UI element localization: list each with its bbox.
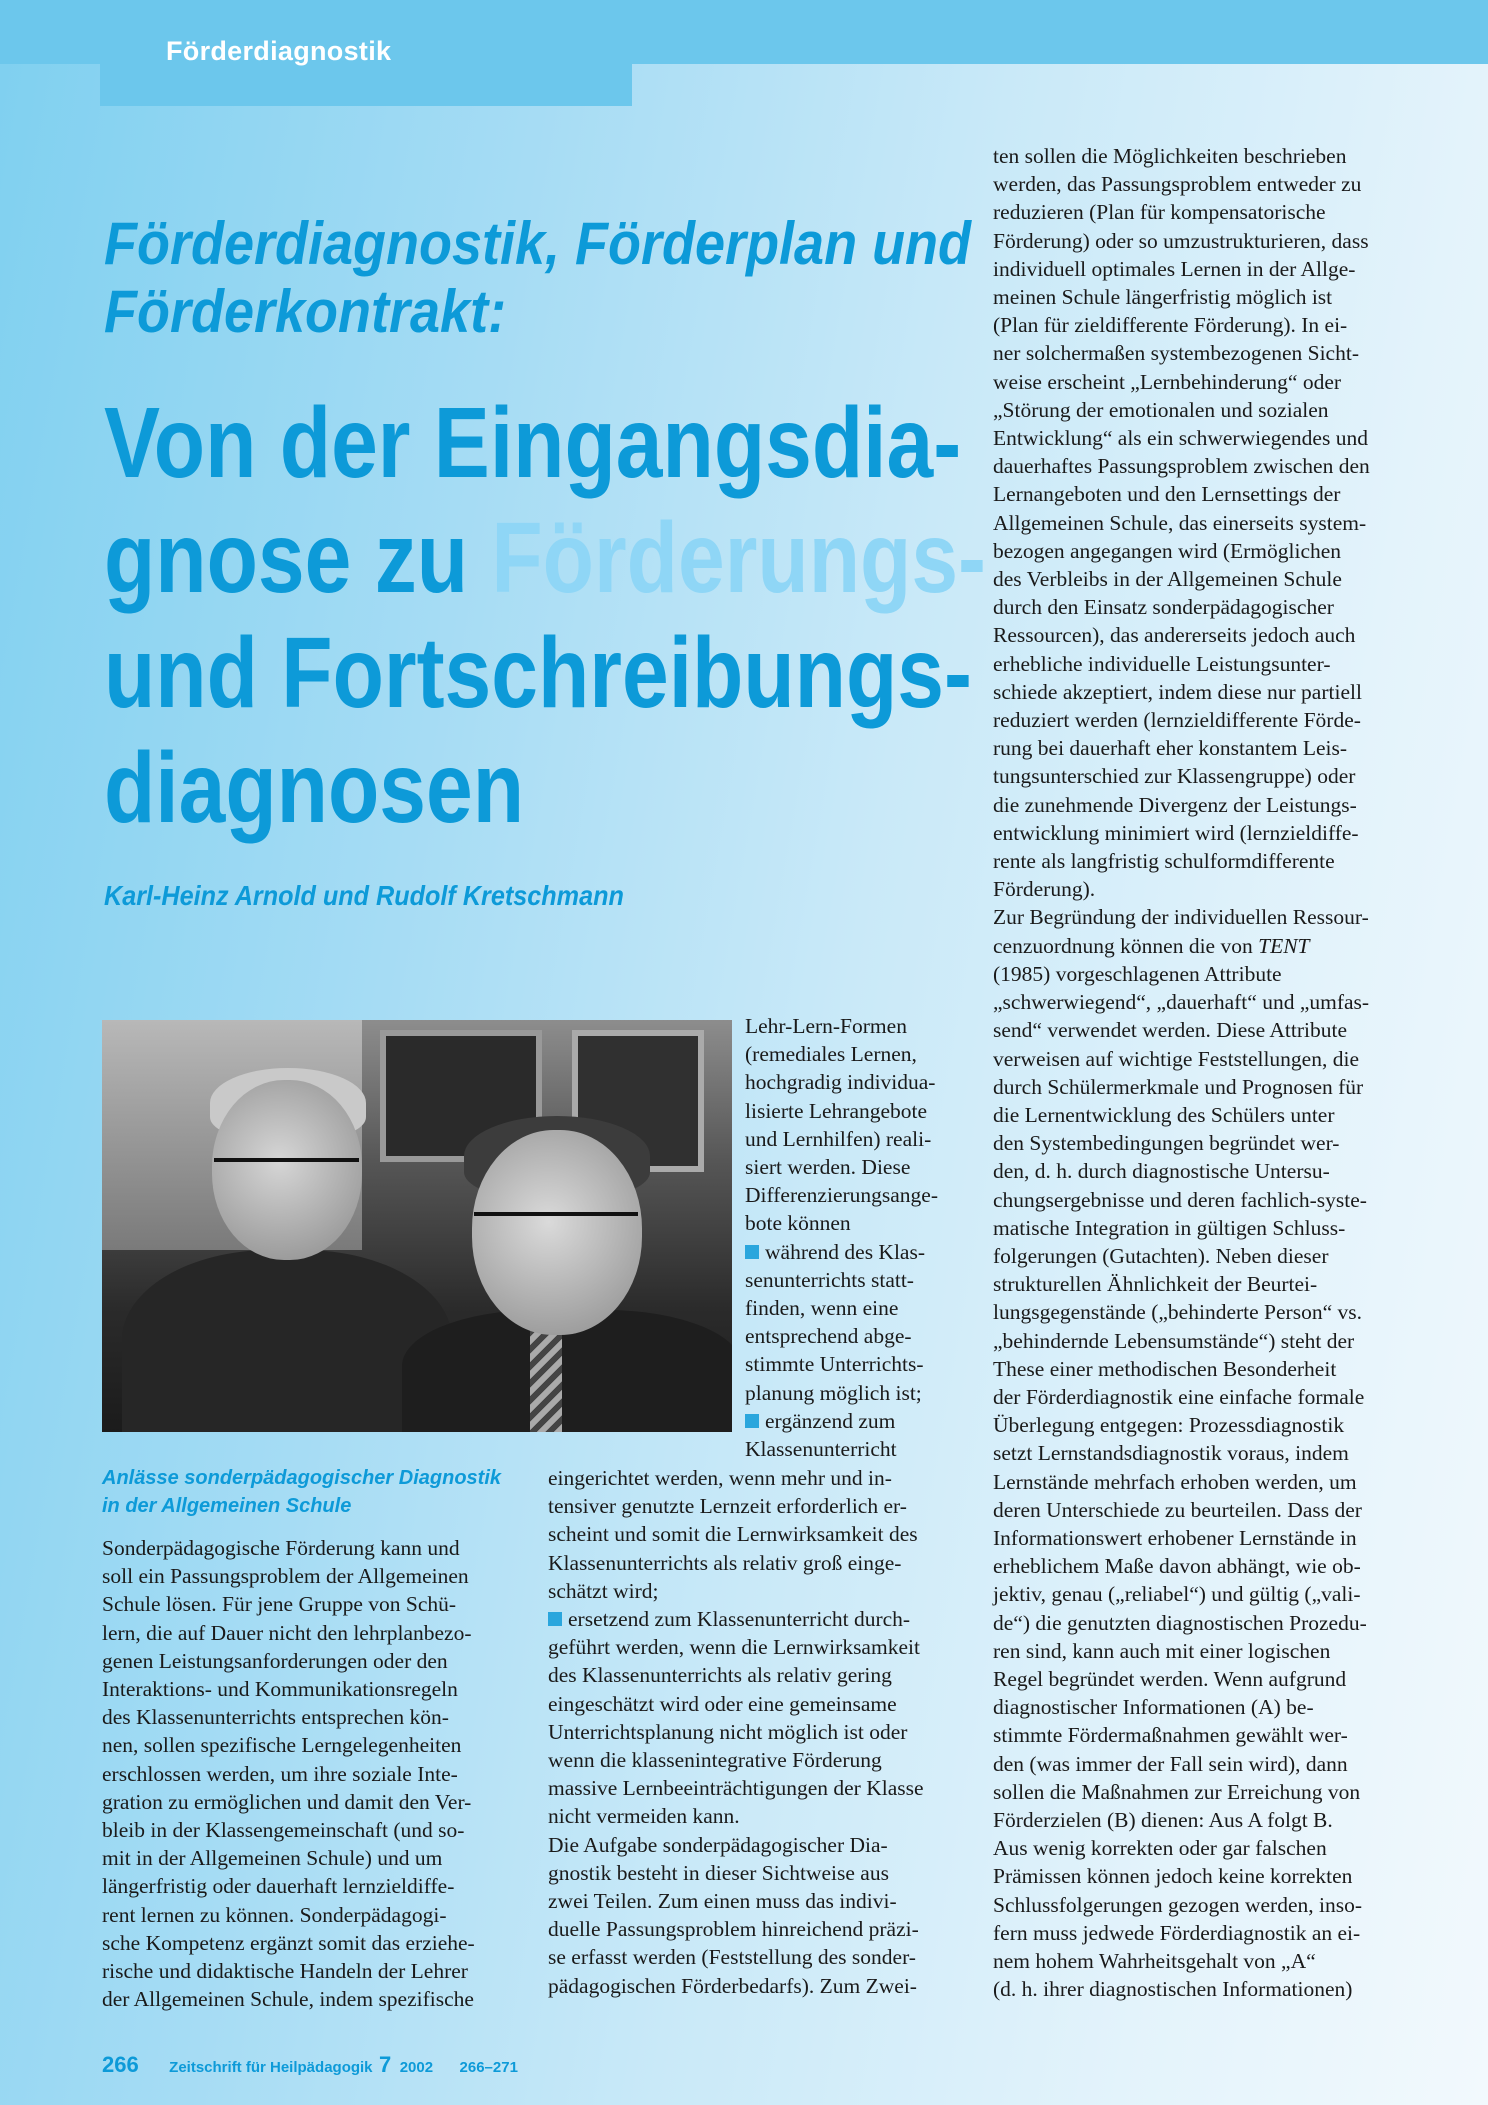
author-photo bbox=[102, 1020, 732, 1432]
text-line: These einer methodischen Besonderheit bbox=[993, 1356, 1337, 1381]
section-heading-line: in der Allgemeinen Schule bbox=[102, 1495, 352, 1517]
text-line: Die Aufgabe sonderpädagogischer Dia- bbox=[548, 1832, 888, 1857]
text-line: der Allgemeinen Schule, indem spezifische bbox=[102, 1987, 474, 2012]
title-line: diagnosen bbox=[104, 732, 525, 844]
text-line: Regel begründet werden. Wenn aufgrund bbox=[993, 1666, 1347, 1691]
text-line: Sonderpädagogische Förderung kann und bbox=[102, 1536, 460, 1560]
text-line: rung bei dauerhaft eher konstantem Leis- bbox=[993, 736, 1348, 761]
text-line: schiede akzeptiert, indem diese nur partiell bbox=[993, 679, 1362, 704]
text-line: genen Leistungsanforderungen oder den bbox=[102, 1648, 448, 1673]
text-line: duelle Passungsproblem hinreichend präzi- bbox=[548, 1917, 919, 1942]
authors: Karl-Heinz Arnold und Rudolf Kretschmann bbox=[104, 880, 624, 911]
page-number: 266 bbox=[102, 2052, 139, 2077]
person-left-glasses bbox=[214, 1158, 359, 1196]
text-line: senunterrichts statt- bbox=[745, 1267, 914, 1292]
text-line: stimmte Unterrichts- bbox=[745, 1352, 924, 1377]
text-line: matische Integration in gültigen Schluss- bbox=[993, 1215, 1346, 1240]
text-line: Allgemeinen Schule, das einerseits system- bbox=[993, 510, 1367, 535]
text-line: meinen Schule längerfristig möglich ist bbox=[993, 285, 1333, 310]
text-line: fern muss jedwede Förderdiagnostik an ei- bbox=[993, 1920, 1361, 1945]
text-line: sollen die Maßnahmen zur Erreichung von bbox=[993, 1779, 1361, 1804]
text-line: lisierte Lehrangebote bbox=[745, 1098, 928, 1123]
text-line: entwicklung minimiert wird (lernzieldiffe- bbox=[993, 820, 1359, 845]
text-line: Überlegung entgegen: Prozessdiagnostik bbox=[993, 1413, 1345, 1438]
text-line: setzt Lernstandsdiagnostik voraus, indem bbox=[993, 1441, 1349, 1466]
text-line: send“ verwendet werden. Diese Attribute bbox=[993, 1018, 1348, 1043]
text-line: Ressourcen), das andererseits jedoch auch bbox=[993, 623, 1356, 648]
text-line: weise erscheint „Lernbehinderung“ oder bbox=[993, 369, 1342, 394]
text-line: (remediales Lernen, bbox=[745, 1042, 917, 1067]
text-line: ner solchermaßen systembezogenen Sicht- bbox=[993, 341, 1359, 366]
text-line: „Störung der emotionalen und sozialen bbox=[993, 397, 1329, 422]
text-line: individuell optimales Lernen in der Allge- bbox=[993, 256, 1356, 281]
bullet-text: ersetzend zum Klassenunterricht durch- bbox=[568, 1607, 911, 1632]
text-line: „behindernde Lebensumstände“) steht der bbox=[993, 1328, 1355, 1353]
text-line: des Klassenunterrichts als relativ gering bbox=[548, 1663, 892, 1688]
text-line: geführt werden, wenn die Lernwirksamkeit bbox=[548, 1635, 920, 1660]
text-line: Unterrichtsplanung nicht möglich ist oder bbox=[548, 1719, 908, 1744]
text-line: Lernangeboten und den Lernsettings der bbox=[993, 482, 1341, 507]
headline bbox=[104, 210, 972, 346]
column-middle bbox=[548, 1464, 958, 2000]
text-line: durch Schülermerkmale und Prognosen für bbox=[993, 1074, 1364, 1099]
text-line: nem hohem Wahrheitsgehalt von „A“ bbox=[993, 1949, 1316, 1973]
text-line: Förderung) oder so umzustrukturieren, dass bbox=[993, 228, 1369, 253]
text-line: se erfasst werden (Feststellung des sonder- bbox=[548, 1945, 916, 1970]
text-line: zwei Teilen. Zum einen muss das indivi- bbox=[548, 1889, 897, 1914]
text-line: gnostik besteht in dieser Sichtweise aus bbox=[548, 1860, 889, 1885]
text-line: (d. h. ihrer diagnostischen Informationen) bbox=[993, 1977, 1353, 2002]
text-line: erhebliche individuelle Leistungsunter- bbox=[993, 651, 1331, 676]
text-line: soll ein Passungsproblem der Allgemeinen bbox=[102, 1564, 469, 1589]
text-line: erheblichem Maße davon abhängt, wie ob- bbox=[993, 1554, 1361, 1579]
text-line: schätzt wird; bbox=[548, 1578, 659, 1603]
text-line: cenzuordnung können die von TENT bbox=[993, 933, 1310, 958]
text-line: Schule lösen. Für jene Gruppe von Schü- bbox=[102, 1592, 457, 1617]
person-right-glasses bbox=[474, 1212, 638, 1252]
text-line: lern, die auf Dauer nicht den lehrplanbezo- bbox=[102, 1620, 472, 1645]
title-line: und Fortschreibungs- bbox=[104, 617, 972, 729]
text-line: verweisen auf wichtige Feststellungen, die bbox=[993, 1046, 1359, 1071]
text-line: eingerichtet werden, wenn mehr und in- bbox=[548, 1466, 892, 1490]
text-line: de“) die genutzten diagnostischen Prozedu- bbox=[993, 1610, 1367, 1635]
page-footer bbox=[102, 2052, 518, 2078]
text-line: Aus wenig korrekten oder gar falschen bbox=[993, 1836, 1327, 1861]
title-line: Von der Eingangsdia- bbox=[104, 387, 962, 499]
column-left bbox=[102, 1534, 512, 2013]
text-line: nicht vermeiden kann. bbox=[548, 1804, 740, 1829]
text-line: reduziert werden (lernzieldifferente Förde- bbox=[993, 708, 1361, 733]
issue-number: 7 bbox=[378, 2052, 392, 2077]
text-line: hochgradig individua- bbox=[745, 1070, 936, 1095]
text-line: nen, sollen spezifische Lerngelegenheiten bbox=[102, 1733, 462, 1758]
bullet-text: ergänzend zum bbox=[765, 1408, 896, 1433]
text-line: rente als langfristig schulformdifferente bbox=[993, 849, 1335, 874]
text-line: die Lernentwicklung des Schülers unter bbox=[993, 1102, 1335, 1127]
section-heading-line: Anlässe sonderpädagogischer Diagnostik bbox=[102, 1467, 501, 1489]
text-line: folgerungen (Gutachten). Neben dieser bbox=[993, 1243, 1329, 1268]
bullet-line bbox=[548, 1605, 958, 1633]
running-head: Förderdiagnostik bbox=[166, 36, 392, 66]
bullet-square-icon bbox=[745, 1245, 759, 1259]
text-line: ten sollen die Möglichkeiten beschrieben bbox=[993, 144, 1347, 168]
text-line: stimmte Fördermaßnahmen gewählt wer- bbox=[993, 1723, 1348, 1748]
text-line: chungsergebnisse und deren fachlich-syste- bbox=[993, 1187, 1367, 1212]
text-line: ren sind, kann auch mit einer logischen bbox=[993, 1638, 1331, 1663]
title-line bbox=[104, 501, 987, 616]
text-line: Interaktions- und Kommunikationsregeln bbox=[102, 1677, 458, 1702]
text-line: Zur Begründung der individuellen Ressour- bbox=[993, 905, 1369, 930]
text-line: längerfristig oder dauerhaft lernzieldiffe- bbox=[102, 1874, 455, 1899]
section-heading bbox=[102, 1464, 501, 1520]
column-middle-top bbox=[745, 1012, 955, 1463]
text-line: dauerhaftes Passungsproblem zwischen den bbox=[993, 454, 1370, 479]
text-line: deren Unterschiede zu beurteilen. Dass der bbox=[993, 1497, 1362, 1522]
text-line: Schlussfolgerungen gezogen werden, inso- bbox=[993, 1892, 1362, 1917]
text-line: Klassenunterrichts als relativ groß einge- bbox=[548, 1550, 902, 1575]
text-line: der Förderdiagnostik eine einfache formale bbox=[993, 1384, 1365, 1409]
text-line: durch den Einsatz sonderpädagogischer bbox=[993, 595, 1334, 620]
title-highlight: Förderungs- bbox=[491, 502, 987, 614]
issue-year: 2002 bbox=[399, 2059, 434, 2076]
journal-name: Zeitschrift für Heilpädagogik bbox=[169, 2059, 373, 2076]
text-line: entsprechend abge- bbox=[745, 1324, 912, 1349]
text-line: bote können bbox=[745, 1211, 851, 1236]
text-line: den, d. h. durch diagnostische Untersu- bbox=[993, 1159, 1330, 1184]
text-line: bleib in der Klassengemeinschaft (und so- bbox=[102, 1818, 465, 1843]
cited-author: TENT bbox=[1258, 933, 1310, 958]
column-right bbox=[993, 142, 1403, 2003]
text-line: sche Kompetenz ergänzt somit das erziehe- bbox=[102, 1930, 475, 1955]
bullet-line bbox=[745, 1238, 955, 1266]
article-title bbox=[104, 386, 987, 846]
text-line: (1985) vorgeschlagenen Attribute bbox=[993, 961, 1282, 986]
text-line: und Lernhilfen) reali- bbox=[745, 1126, 932, 1151]
text-line: Entwicklung“ als ein schwerwiegendes und bbox=[993, 426, 1368, 451]
text-line: planung möglich ist; bbox=[745, 1380, 922, 1405]
title-line-part: gnose zu bbox=[104, 502, 492, 614]
text-line: Förderung). bbox=[993, 877, 1096, 902]
text-line: werden, das Passungsproblem entweder zu bbox=[993, 172, 1362, 197]
text-line: gration zu ermöglichen und damit den Ver- bbox=[102, 1789, 472, 1814]
text-line: pädagogischen Förderbedarfs). Zum Zwei- bbox=[548, 1973, 917, 1998]
text-line: lungsgegenstände („behinderte Person“ vs. bbox=[993, 1300, 1362, 1325]
text-line: Differenzierungsange- bbox=[745, 1183, 939, 1208]
text-line: rische und didaktische Handeln der Lehrer bbox=[102, 1959, 468, 1984]
text-line: (Plan für zieldifferente Förderung). In ei- bbox=[993, 313, 1348, 338]
text-line: „schwerwiegend“, „dauerhaft“ und „umfas- bbox=[993, 990, 1370, 1015]
text-line: Prämissen können jedoch keine korrekten bbox=[993, 1864, 1353, 1889]
text-line: rent lernen zu können. Sonderpädagogi- bbox=[102, 1902, 447, 1927]
text-line: Förderzielen (B) dienen: Aus A folgt B. bbox=[993, 1807, 1333, 1832]
text-line: Lernstände mehrfach erhoben werden, um bbox=[993, 1469, 1357, 1494]
page-range: 266–271 bbox=[459, 2059, 518, 2076]
bullet-square-icon bbox=[745, 1414, 759, 1428]
text-line: tungsunterschied zur Klassengruppe) oder bbox=[993, 764, 1356, 789]
text-line: strukturellen Ähnlichkeit der Beurtei- bbox=[993, 1272, 1318, 1297]
text-line: mit in der Allgemeinen Schule) und um bbox=[102, 1846, 443, 1871]
bullet-text: während des Klas- bbox=[765, 1239, 926, 1264]
text-line: den Systembedingungen begründet wer- bbox=[993, 1131, 1340, 1156]
text-line: erschlossen werden, um ihre soziale Inte- bbox=[102, 1761, 458, 1786]
text-line: den (was immer der Fall sein wird), dann bbox=[993, 1751, 1348, 1776]
text-line: finden, wenn eine bbox=[745, 1296, 899, 1321]
headline-line: Förderdiagnostik, Förderplan und bbox=[104, 210, 972, 277]
text-line: eingeschätzt wird oder eine gemeinsame bbox=[548, 1691, 897, 1716]
text-line: Lehr-Lern-Formen bbox=[745, 1014, 907, 1038]
person-right-tie bbox=[530, 1320, 562, 1432]
text-line: Informationswert erhobener Lernstände in bbox=[993, 1525, 1357, 1550]
headline-line: Förderkontrakt: bbox=[104, 278, 507, 345]
bullet-line bbox=[745, 1407, 955, 1435]
text-line: Klassenunterricht bbox=[745, 1437, 897, 1462]
text-line: des Klassenunterrichts entsprechen kön- bbox=[102, 1705, 449, 1730]
text-line: die zunehmende Divergenz der Leistungs- bbox=[993, 792, 1357, 817]
text-line: scheint und somit die Lernwirksamkeit des bbox=[548, 1522, 918, 1547]
text-line: reduzieren (Plan für kompensatorische bbox=[993, 200, 1326, 225]
text-line: diagnostischer Informationen (A) be- bbox=[993, 1695, 1314, 1720]
text-line: bezogen angegangen wird (Ermöglichen bbox=[993, 538, 1342, 563]
text-line: wenn die klassenintegrative Förderung bbox=[548, 1748, 882, 1773]
text-line: jektiv, genau („reliabel“) und gültig („vali- bbox=[993, 1582, 1361, 1607]
text-line: tensiver genutzte Lernzeit erforderlich er- bbox=[548, 1494, 907, 1519]
text-line: des Verbleibs in der Allgemeinen Schule bbox=[993, 567, 1342, 592]
text-line: siert werden. Diese bbox=[745, 1155, 911, 1180]
text-line: massive Lernbeeinträchtigungen der Klasse bbox=[548, 1776, 924, 1801]
bullet-square-icon bbox=[548, 1612, 562, 1626]
